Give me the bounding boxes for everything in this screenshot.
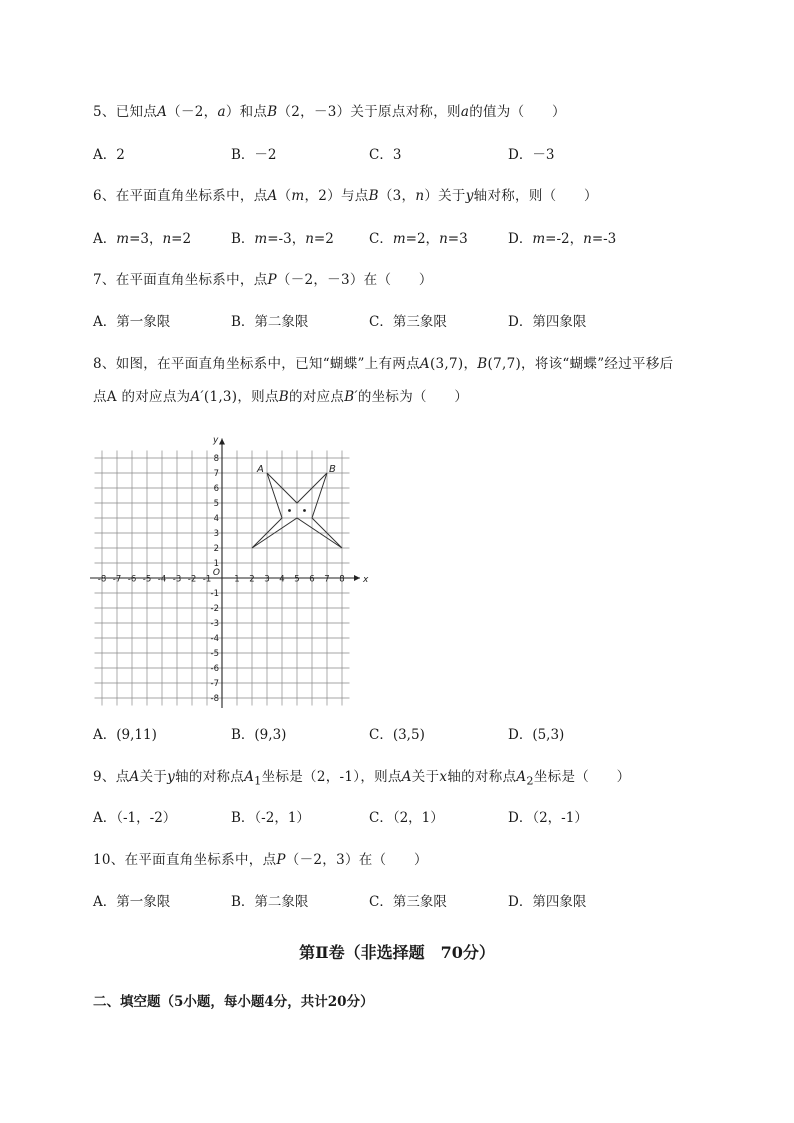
- q5-option-c[interactable]: C．3: [369, 147, 402, 163]
- y-tick-label: -7: [210, 679, 219, 689]
- y-axis-arrow: [219, 439, 225, 445]
- x-axis-label: x: [363, 575, 369, 585]
- q6-option-a[interactable]: A．m=3，n=2: [93, 231, 192, 247]
- section-subtitle: 二、填空题（5小题，每小题4分，共计20分）: [93, 994, 374, 1010]
- y-tick-label: 6: [213, 484, 219, 494]
- question-9-stem: 9、点A关于y轴的对称点$A_1$坐标是（2，-1），则点A关于x轴的对称点$A_2$坐标是（ ）: [93, 769, 631, 788]
- x-tick-label: 4: [279, 574, 285, 585]
- q10-option-d[interactable]: D．第四象限: [508, 894, 587, 910]
- x-tick-label: -3: [172, 574, 182, 585]
- origin-label: O: [212, 568, 220, 578]
- q9-option-a[interactable]: A．（-1，-2）: [93, 810, 177, 826]
- butterfly-dot: [303, 509, 306, 512]
- q7-option-b[interactable]: B．第二象限: [231, 314, 309, 330]
- y-tick-label: 3: [213, 529, 219, 539]
- y-tick-label: 4: [213, 514, 219, 524]
- q8-option-a[interactable]: A．(9,11): [93, 727, 157, 743]
- x-tick-label: -5: [142, 574, 152, 585]
- y-tick-label: -8: [210, 694, 219, 704]
- y-tick-label: -4: [210, 634, 219, 644]
- q10-option-c[interactable]: C．第三象限: [369, 894, 447, 910]
- q7-option-a[interactable]: A．第一象限: [93, 314, 171, 330]
- x-tick-label: -4: [157, 574, 167, 585]
- q9-option-d[interactable]: D．（2，-1）: [508, 810, 588, 826]
- q7-option-c[interactable]: C．第三象限: [369, 314, 447, 330]
- q10-option-b[interactable]: B．第二象限: [231, 894, 309, 910]
- y-tick-label: -1: [210, 589, 219, 599]
- question-8-stem-line-2: 点A 的对应点为A′(1,3)，则点B的对应点B′的坐标为（ ）: [93, 389, 469, 405]
- coordinate-grid-figure: [90, 428, 380, 708]
- q10-option-a[interactable]: A．第一象限: [93, 894, 171, 910]
- tick-labels: [98, 436, 369, 705]
- x-tick-label: 3: [264, 574, 270, 585]
- y-tick-label: 1: [213, 559, 219, 569]
- y-tick-label: 5: [213, 499, 219, 509]
- q5-option-b[interactable]: B．－2: [231, 147, 277, 163]
- q5-option-d[interactable]: D．－3: [508, 147, 555, 163]
- q5-option-a[interactable]: A．2: [93, 147, 125, 163]
- x-tick-label: -8: [97, 574, 107, 585]
- y-tick-label: -3: [210, 619, 219, 629]
- x-tick-label: 1: [234, 574, 240, 585]
- x-tick-label: 2: [249, 574, 255, 585]
- x-tick-label: 7: [324, 574, 330, 585]
- q8-option-c[interactable]: C．(3,5): [369, 727, 425, 743]
- question-7-stem: 7、在平面直角坐标系中，点P（－2，－3）在（ ）: [93, 272, 433, 288]
- x-tick-label: -7: [112, 574, 122, 585]
- q6-option-b[interactable]: B．m=-3，n=2: [231, 231, 334, 247]
- x-tick-label: -6: [127, 574, 137, 585]
- question-10-stem: 10、在平面直角坐标系中，点P（－2，3）在（ ）: [93, 852, 428, 868]
- x-tick-label: 6: [309, 574, 315, 585]
- x-tick-label: 8: [339, 574, 345, 585]
- section-title: 第Ⅱ卷（非选择题 70分）: [299, 943, 495, 962]
- q6-option-d[interactable]: D．m=-2，n=-3: [508, 231, 617, 247]
- x-tick-label: -2: [187, 574, 197, 585]
- y-tick-label: -2: [210, 604, 219, 614]
- point-label-b: B: [329, 464, 336, 475]
- q7-option-d[interactable]: D．第四象限: [508, 314, 587, 330]
- q6-option-c[interactable]: C．m=2，n=3: [369, 231, 468, 247]
- axes: [90, 439, 360, 709]
- x-tick-label: -1: [202, 574, 212, 585]
- question-6-stem: 6、在平面直角坐标系中，点A（m，2）与点B（3，n）关于y轴对称，则（ ）: [93, 188, 598, 204]
- point-label-a: A: [257, 464, 264, 475]
- y-tick-label: -5: [210, 649, 219, 659]
- x-tick-label: 5: [294, 574, 300, 585]
- question-5-stem: 5、已知点A（－2，a）和点B（2，－3）关于原点对称，则a的值为（ ）: [93, 104, 566, 120]
- q8-option-b[interactable]: B．(9,3): [231, 727, 287, 743]
- x-axis-arrow: [354, 575, 360, 581]
- q9-option-b[interactable]: B．（-2，1）: [231, 810, 310, 826]
- butterfly-dot: [288, 509, 291, 512]
- y-tick-label: 8: [213, 454, 219, 464]
- y-tick-label: 7: [213, 469, 219, 479]
- q9-option-c[interactable]: C．（2，1）: [369, 810, 444, 826]
- y-tick-label: -6: [210, 664, 219, 674]
- y-axis-label: y: [213, 435, 219, 446]
- q8-option-d[interactable]: D．(5,3): [508, 727, 565, 743]
- question-8-stem-line-1: 8、如图，在平面直角坐标系中，已知“蝴蝶”上有两点A(3,7)，B(7,7)，将该“蝴蝶”经过平移后: [93, 356, 674, 372]
- y-tick-label: 2: [213, 544, 219, 554]
